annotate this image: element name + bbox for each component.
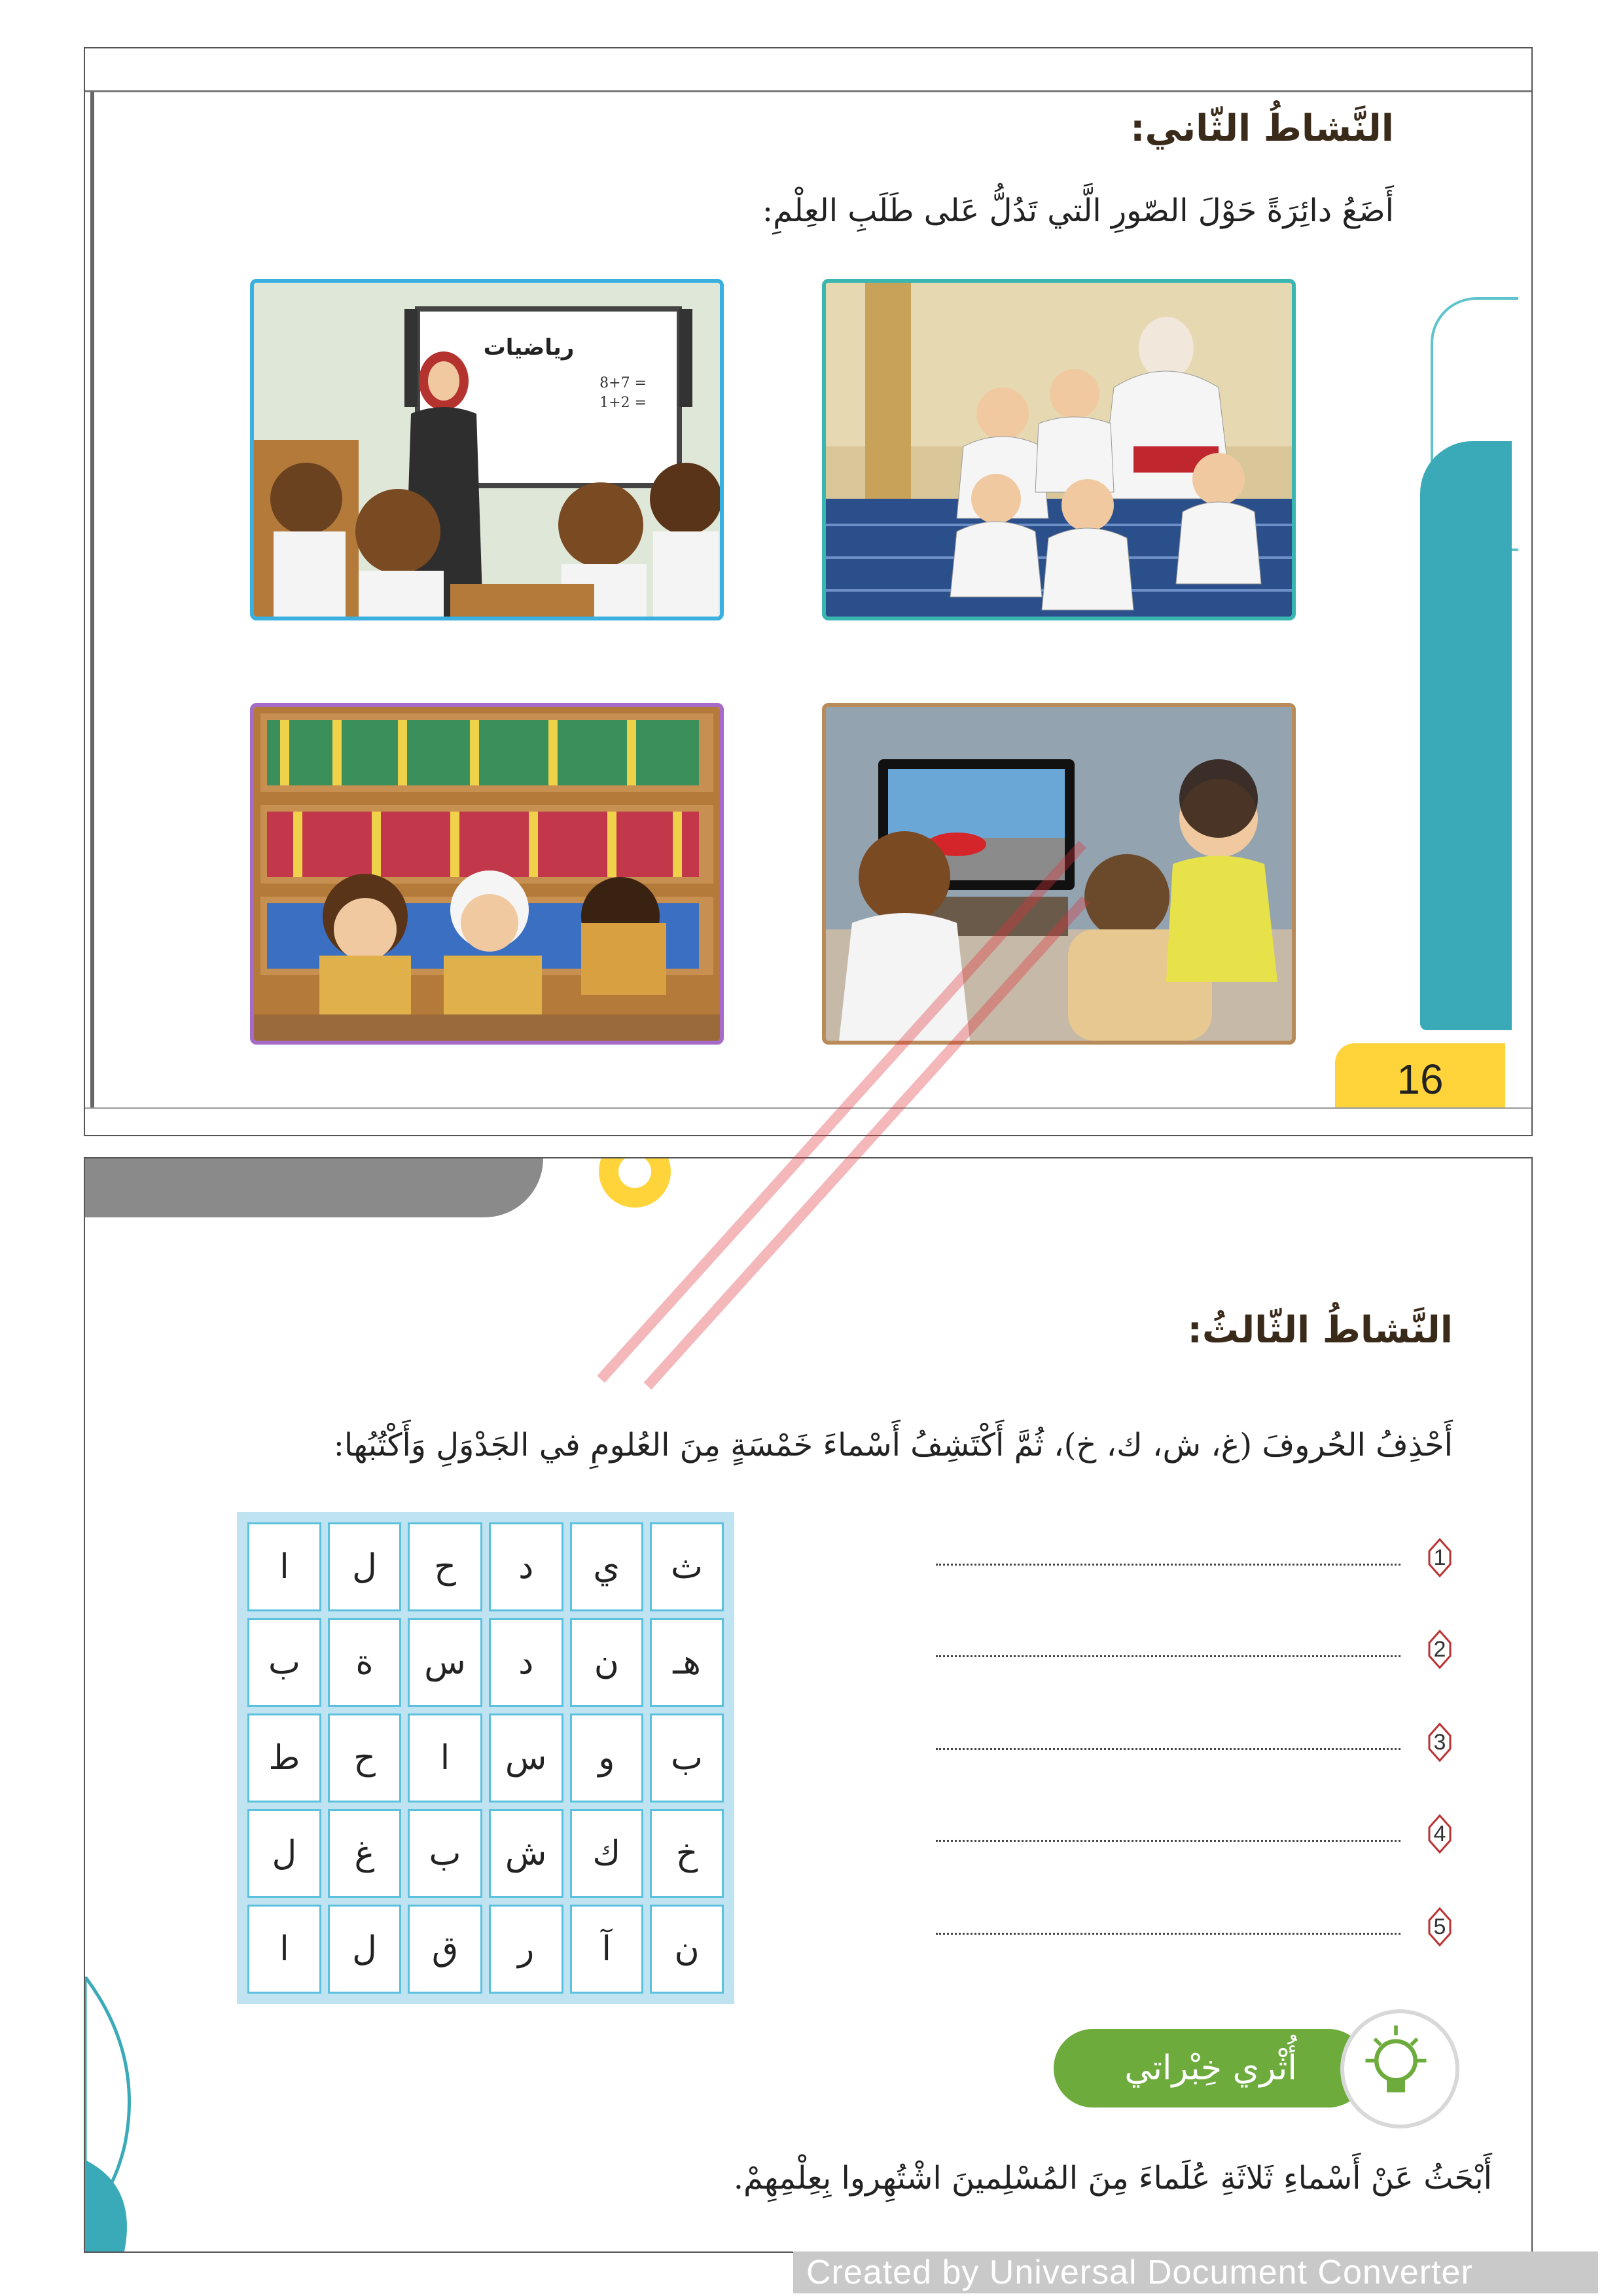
- grid-cell: ط: [247, 1713, 321, 1803]
- board-title: رياضيات: [483, 334, 575, 361]
- grid-cell: ا: [247, 1905, 321, 1994]
- image-video-game[interactable]: [822, 703, 1296, 1045]
- answer-number-badge: 1: [1420, 1538, 1459, 1577]
- board-line-2: 1+2 =: [599, 395, 647, 411]
- grid-row: [247, 1522, 724, 1611]
- grid-cell: ا: [247, 1522, 321, 1611]
- viewer-toolbar-strip: [85, 48, 1531, 92]
- converter-footer-stamp: Created by Universal Document Converter: [793, 2251, 1598, 2293]
- grid-cell: ح: [408, 1522, 482, 1611]
- grid-cell: ث: [650, 1522, 724, 1611]
- grid-cell: ل: [328, 1905, 401, 1994]
- grid-cell: ق: [408, 1905, 482, 1994]
- grid-row: [247, 1618, 724, 1707]
- top-grey-banner: [85, 1158, 543, 1217]
- research-instruction: أَبْحَثُ عَنْ أَسْماءِ ثَلاثَةِ عُلَماءَ مِنَ المُسْلِمينَ اشْتُهِروا بِعِلْمِهِمْ.: [733, 2160, 1492, 2197]
- grid-cell: غ: [328, 1809, 401, 1898]
- image-classroom-math[interactable]: [250, 279, 724, 620]
- grid-cell: س: [408, 1618, 482, 1707]
- answer-number-badge: 5: [1420, 1907, 1459, 1946]
- answer-line-1[interactable]: [936, 1538, 1459, 1577]
- grid-cell: ن: [570, 1618, 644, 1707]
- enrich-experience-badge: [1054, 2009, 1459, 2108]
- page-activity-two: [84, 47, 1533, 1136]
- grid-cell: د: [489, 1522, 563, 1611]
- dotted-line: [936, 1840, 1400, 1842]
- grid-cell: آ: [570, 1905, 644, 1994]
- grid-row: [247, 1713, 724, 1803]
- answer-line-4[interactable]: [936, 1814, 1459, 1854]
- grid-cell: ح: [328, 1713, 401, 1803]
- dotted-line: [936, 1933, 1400, 1935]
- answer-line-5[interactable]: [936, 1907, 1459, 1946]
- viewer-status-strip: [85, 1107, 1531, 1135]
- grid-cell: ك: [570, 1809, 644, 1898]
- grid-cell: ي: [570, 1522, 644, 1611]
- grid-row: [247, 1809, 724, 1898]
- answer-line-3[interactable]: [936, 1723, 1459, 1762]
- sun-icon: [589, 1158, 681, 1230]
- grid-cell: ب: [247, 1618, 321, 1707]
- answer-number-badge: 4: [1420, 1814, 1459, 1854]
- dotted-line: [936, 1655, 1400, 1657]
- letter-grid: [237, 1512, 734, 2004]
- grid-cell: ر: [489, 1905, 563, 1994]
- activity-two-heading: النَّشاطُ الثّاني:: [1130, 107, 1394, 150]
- board-line-1: 8+7 =: [599, 375, 647, 391]
- grid-cell: ن: [650, 1905, 724, 1994]
- grid-cell: ب: [650, 1713, 724, 1803]
- grid-cell: س: [489, 1713, 563, 1803]
- grid-cell: ة: [328, 1618, 401, 1707]
- grid-cell: ش: [489, 1809, 563, 1898]
- answer-number-badge: 3: [1420, 1723, 1459, 1762]
- page-number: 16: [1335, 1043, 1505, 1115]
- dotted-line: [936, 1748, 1400, 1750]
- decorative-teal-panel: [1420, 441, 1512, 1030]
- activity-two-instruction: أَضَعُ دائِرَةً حَوْلَ الصّورِ الَّتي تَدُلُّ عَلى طَلَبِ العِلْمِ:: [762, 192, 1394, 229]
- page-activity-three: [84, 1157, 1533, 2253]
- dotted-line: [936, 1564, 1400, 1566]
- answer-line-2[interactable]: [936, 1630, 1459, 1669]
- grid-row: [247, 1905, 724, 1994]
- grid-cell: و: [570, 1713, 644, 1803]
- enrich-label: أُثْري خِبْراتي: [1054, 2029, 1368, 2108]
- grid-cell: ل: [328, 1522, 401, 1611]
- activity-three-heading: النَّشاطُ الثّالثُ:: [1187, 1309, 1453, 1352]
- grid-cell: د: [489, 1618, 563, 1707]
- image-library-reading[interactable]: [250, 703, 724, 1045]
- grid-cell: خ: [650, 1809, 724, 1898]
- grid-cell: ل: [247, 1809, 321, 1898]
- page-left-border: [90, 92, 94, 1136]
- image-mosque-lesson[interactable]: [822, 279, 1296, 620]
- answer-number-badge: 2: [1420, 1630, 1459, 1669]
- grid-cell: ا: [408, 1713, 482, 1803]
- decorative-paisley-left: [85, 1977, 151, 2251]
- lightbulb-icon: [1340, 2009, 1459, 2128]
- grid-cell: هـ: [650, 1618, 724, 1707]
- grid-cell: ب: [408, 1809, 482, 1898]
- activity-three-instruction: أَحْذِفُ الحُروفَ (غ، ش، ك، خ)، ثُمَّ أَكْتَشِفُ أَسْماءَ خَمْسَةٍ مِنَ العُلومِ في الجَدْوَلِ وَأَكْتُبُها:: [333, 1427, 1453, 1463]
